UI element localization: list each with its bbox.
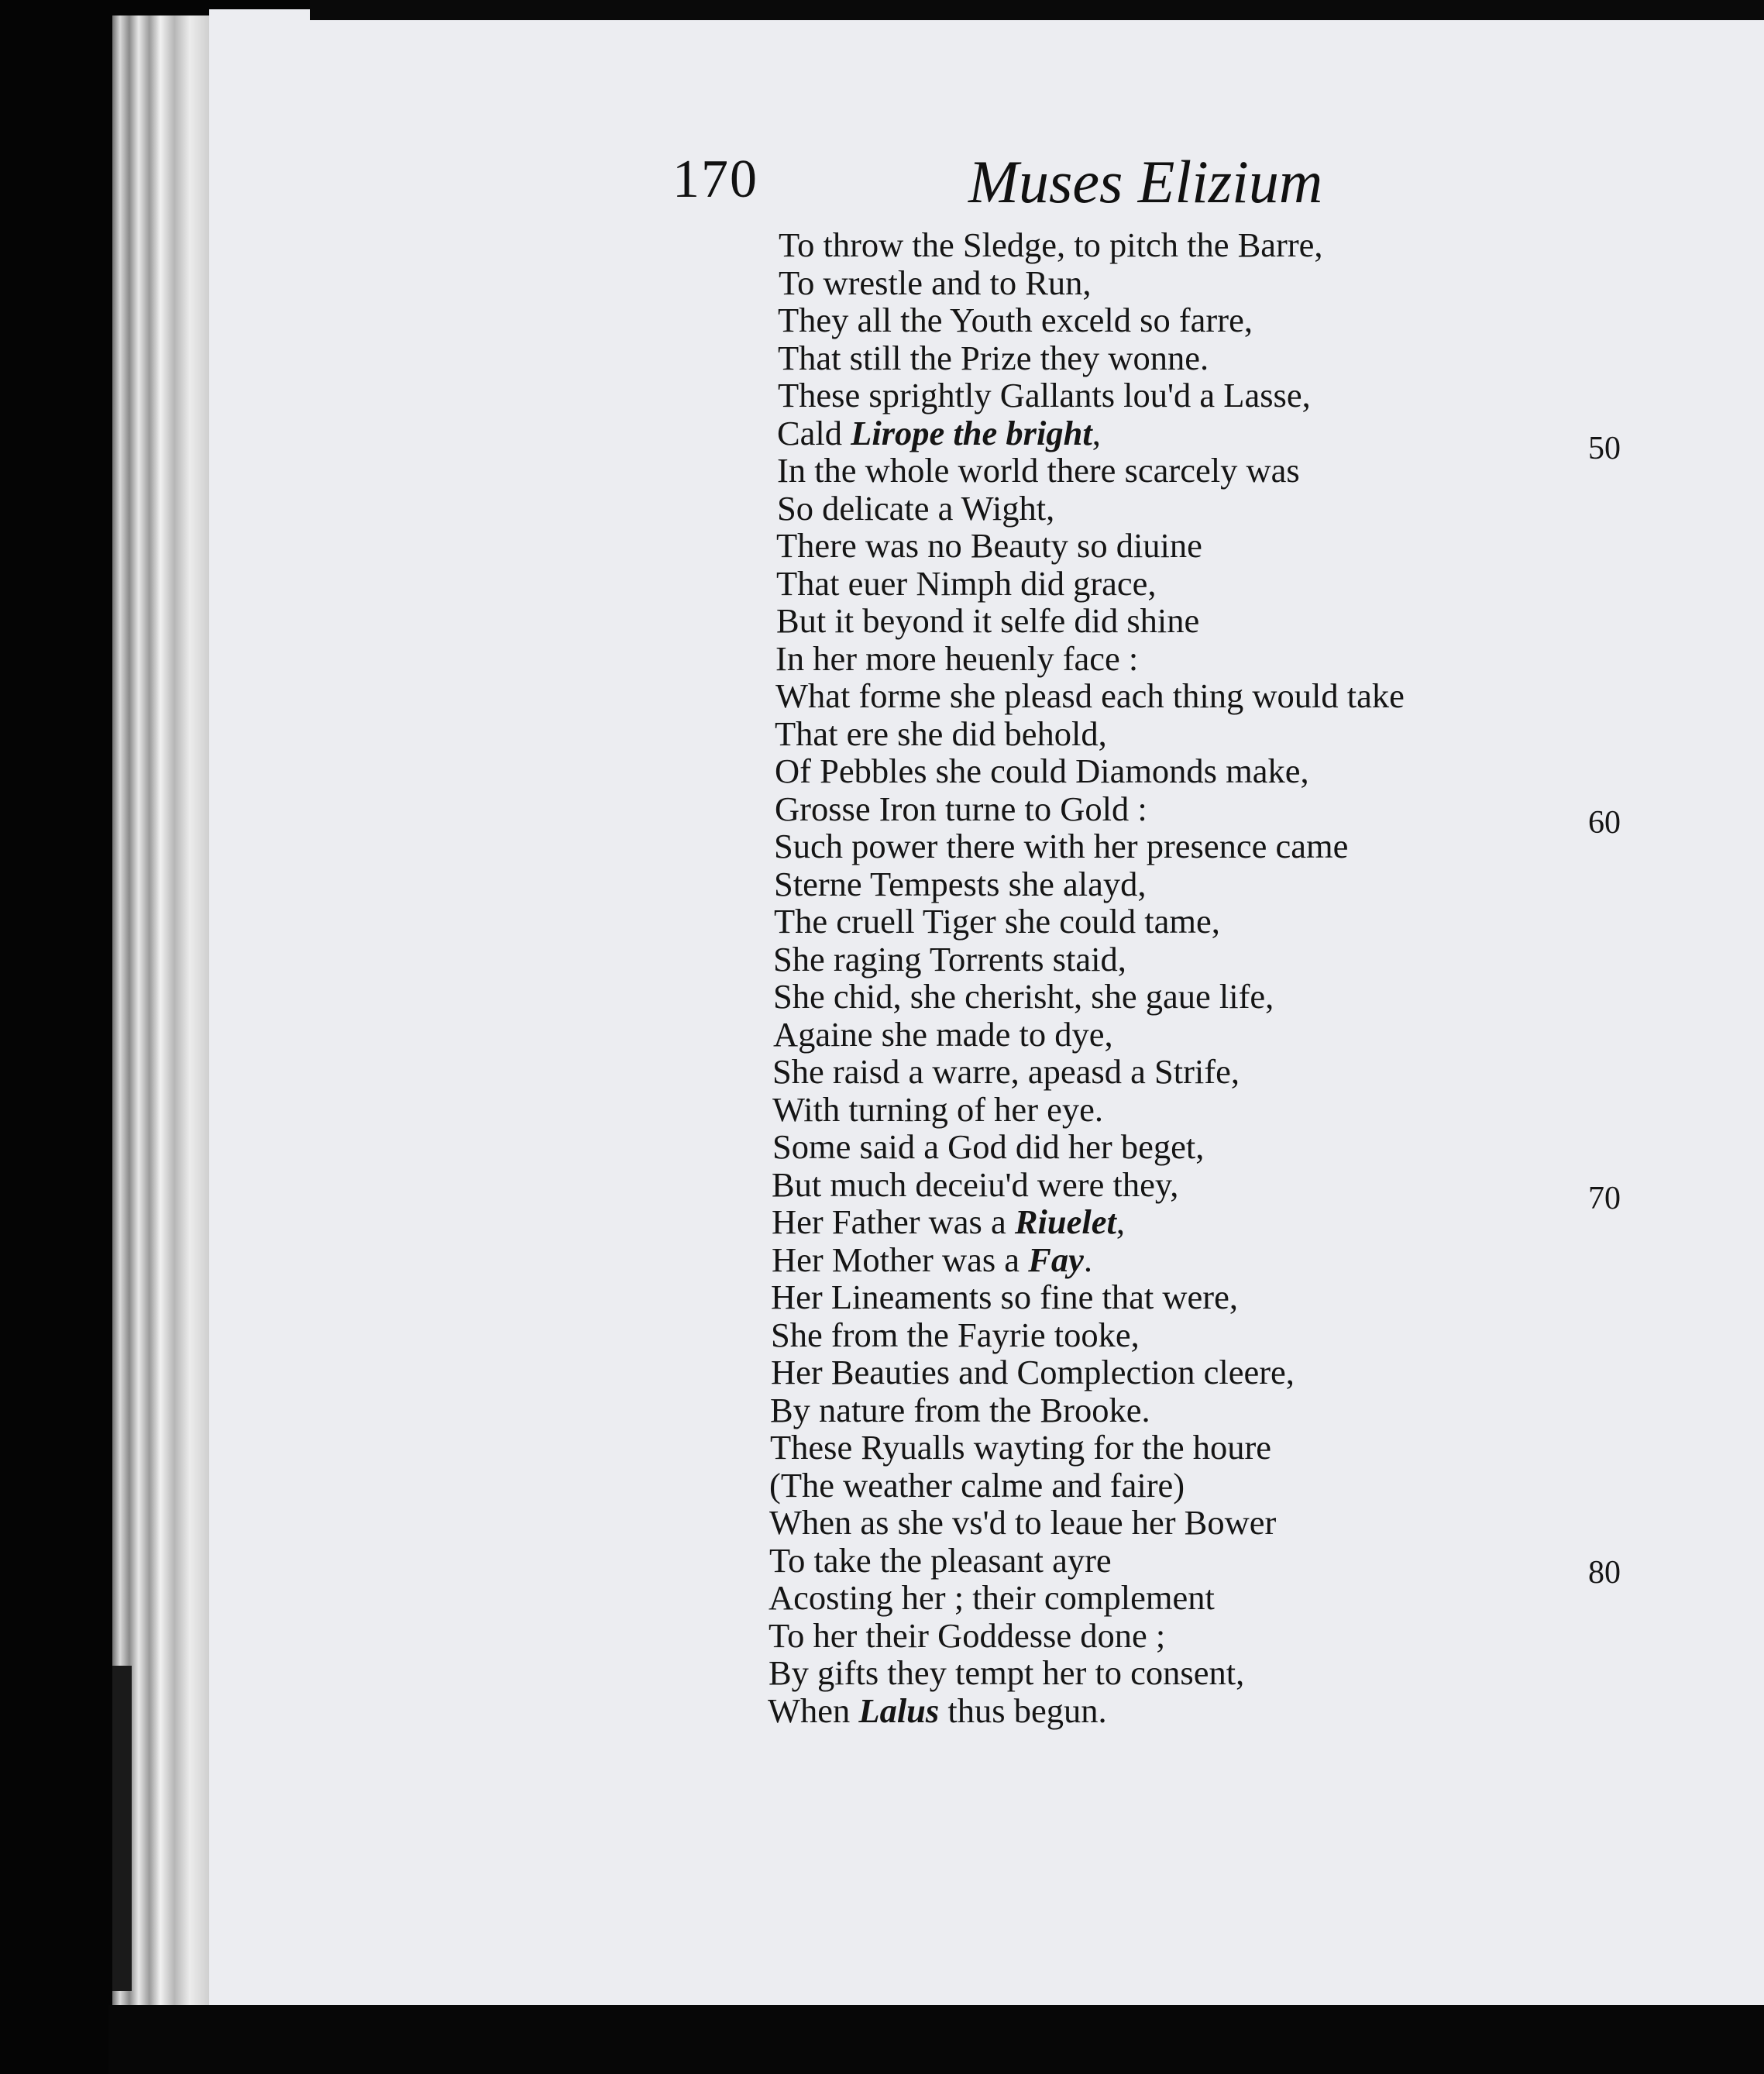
poem-line: By nature from the Brooke. — [770, 1391, 1150, 1429]
poem-line: Such power there with her presence came — [774, 827, 1349, 865]
poem-line: She chid, she cherisht, she gaue life, — [773, 977, 1274, 1016]
poem-line: Sterne Tempests she alayd, — [774, 865, 1147, 903]
line-number-60: 60 — [1588, 805, 1621, 841]
running-title: Muses Elizium — [968, 148, 1323, 215]
poem-line: There was no Beauty so diuine — [776, 526, 1202, 565]
poem-line: That euer Nimph did grace, — [776, 564, 1157, 603]
poem-line: Of Pebbles she could Diamonds make, — [775, 752, 1309, 790]
poem-line: Grosse Iron turne to Gold : — [775, 789, 1147, 828]
poem-line: Againe she made to dye, — [773, 1015, 1113, 1054]
poem-line: That still the Prize they wonne. — [778, 339, 1209, 377]
poem-line: So delicate a Wight, — [777, 489, 1055, 528]
poem-line: Her Beauties and Complection cleere, — [771, 1353, 1295, 1391]
poem-line: Some said a God did her beget, — [772, 1127, 1205, 1166]
poem-line: She raisd a warre, apeasd a Strife, — [772, 1052, 1240, 1091]
page-number: 170 — [672, 150, 758, 209]
poem-line: The cruell Tiger she could tame, — [774, 902, 1220, 941]
poem-line: Her Father was a Riuelet, — [772, 1202, 1126, 1241]
poem-line: These Ryualls wayting for the houre — [770, 1428, 1272, 1467]
poem-line: She raging Torrents staid, — [773, 940, 1126, 979]
poem-line: By gifts they tempt her to consent, — [769, 1653, 1245, 1692]
poem-line: Her Mother was a Fay. — [772, 1240, 1092, 1279]
poem-line: But it beyond it selfe did shine — [776, 601, 1200, 640]
poem-line: To her their Goddesse done ; — [769, 1616, 1166, 1655]
poem-line: But much deceiu'd were they, — [772, 1165, 1179, 1204]
poem-line: When Lalus thus begun. — [768, 1691, 1107, 1730]
italic-name: Fay — [1028, 1240, 1084, 1279]
poem-line: These sprightly Gallants lou'd a Lasse, — [778, 376, 1311, 414]
line-number-80: 80 — [1588, 1555, 1621, 1591]
poem-line: Acosting her ; their complement — [769, 1578, 1215, 1617]
poem-line: (The weather calme and faire) — [769, 1466, 1185, 1505]
bottom-shadow — [108, 2005, 1764, 2074]
poem-line: In her more heuenly face : — [775, 639, 1139, 678]
italic-name: Lalus — [858, 1691, 940, 1730]
poem-line: To throw the Sledge, to pitch the Barre, — [779, 225, 1323, 264]
italic-name: Riuelet — [1014, 1202, 1116, 1241]
line-number-70: 70 — [1588, 1181, 1621, 1216]
poem-line: What forme she pleasd each thing would take — [775, 676, 1405, 715]
poem-line: To take the pleasant ayre — [769, 1541, 1112, 1580]
poem-line: She from the Fayrie tooke, — [771, 1316, 1140, 1354]
poem-line: When as she vs'd to leaue her Bower — [769, 1503, 1277, 1542]
poem-line: With turning of her eye. — [772, 1090, 1104, 1129]
poem-line: That ere she did behold, — [775, 714, 1107, 753]
poem-line: To wrestle and to Run, — [779, 263, 1092, 302]
poem-line: Her Lineaments so fine that were, — [771, 1278, 1238, 1316]
poem-line: Cald Lirope the bright, — [777, 414, 1101, 452]
top-shadow — [310, 0, 1764, 20]
book-spine-shadow — [112, 1666, 132, 1991]
poem-line: In the whole world there scarcely was — [777, 451, 1300, 490]
poem-line: They all the Youth exceld so farre, — [778, 301, 1253, 339]
italic-name: Lirope the bright — [851, 414, 1092, 452]
line-number-50: 50 — [1588, 431, 1621, 466]
